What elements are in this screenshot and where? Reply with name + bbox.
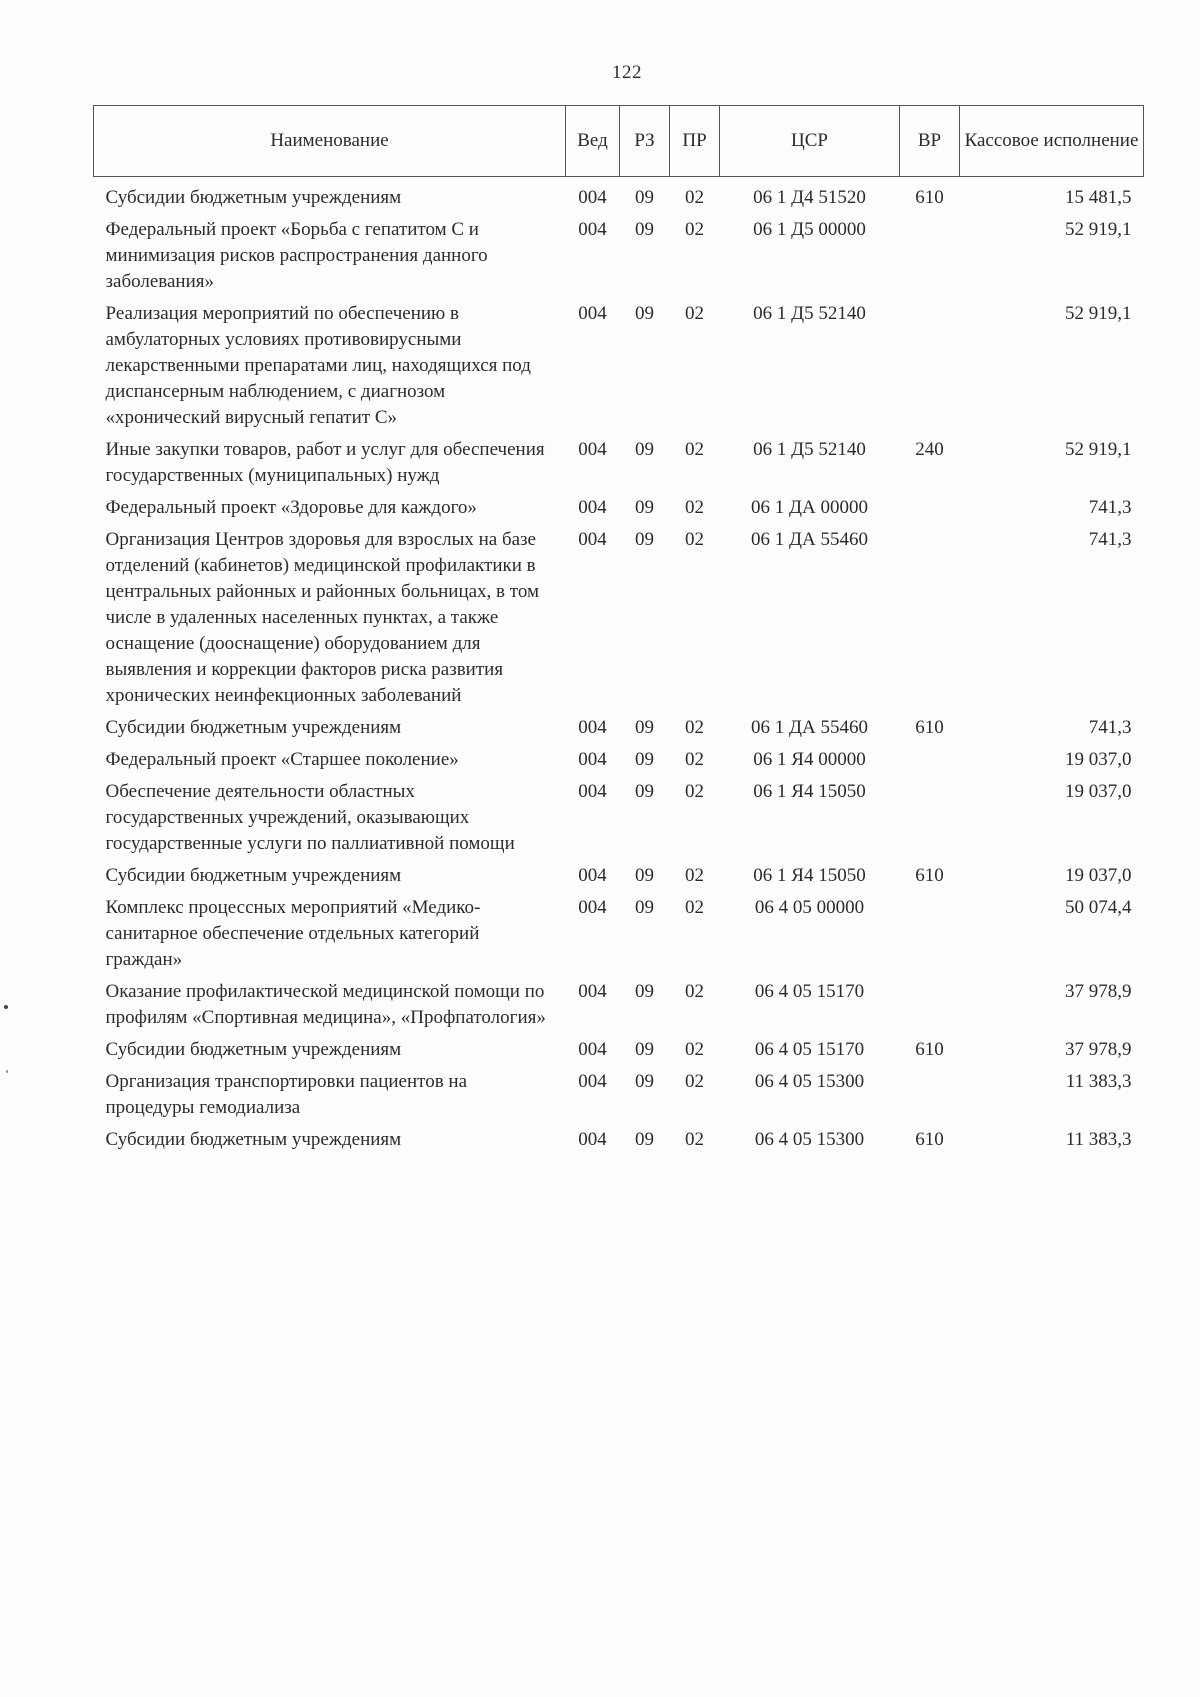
cell-vr xyxy=(900,298,960,434)
header-vr: ВР xyxy=(900,106,960,177)
cell-csr: 06 1 Д4 51520 xyxy=(753,187,866,208)
cell-vr xyxy=(900,214,960,298)
cell-ved: 004 xyxy=(578,1129,607,1150)
cell-ved: 004 xyxy=(578,219,607,240)
cell-vr: 610 xyxy=(915,1039,944,1060)
table-row xyxy=(94,776,1144,860)
cell-ved: 004 xyxy=(578,749,607,770)
cell-pr: 02 xyxy=(685,497,704,518)
cell-vr: 610 xyxy=(915,717,944,738)
header-ved: Вед xyxy=(566,106,620,177)
cell-rz: 09 xyxy=(635,187,654,208)
cell-ved: 004 xyxy=(578,781,607,802)
cell-pr: 02 xyxy=(685,1129,704,1150)
header-rz: РЗ xyxy=(620,106,670,177)
cell-pr: 02 xyxy=(685,749,704,770)
cell-ved: 004 xyxy=(578,187,607,208)
cell-rz: 09 xyxy=(635,781,654,802)
cell-csr: 06 1 ДА 00000 xyxy=(751,497,868,518)
table-row xyxy=(94,892,1144,976)
cell-vr: 610 xyxy=(915,1129,944,1150)
cell-ved: 004 xyxy=(578,1071,607,1092)
table-row xyxy=(94,1034,1144,1066)
cell-name: Субсидии бюджетным учреждениям xyxy=(105,1039,402,1060)
cell-sum: 15 481,5 xyxy=(1065,187,1132,208)
cell-sum: 741,3 xyxy=(1088,497,1132,518)
cell-ved: 004 xyxy=(578,865,607,886)
table-row xyxy=(94,976,1144,1034)
cell-vr: 610 xyxy=(915,187,944,208)
cell-pr: 02 xyxy=(685,219,704,240)
cell-sum: 11 383,3 xyxy=(1065,1129,1132,1150)
cell-csr: 06 1 Я4 00000 xyxy=(753,749,866,770)
cell-pr: 02 xyxy=(685,529,704,550)
cell-rz: 09 xyxy=(635,981,654,1002)
table-row xyxy=(94,712,1144,744)
scan-speck xyxy=(4,1005,8,1009)
cell-pr: 02 xyxy=(685,303,704,324)
cell-rz: 09 xyxy=(635,749,654,770)
cell-sum: 19 037,0 xyxy=(1065,749,1132,770)
header-name: Наименование xyxy=(94,106,566,177)
cell-rz: 09 xyxy=(635,1039,654,1060)
budget-table-container xyxy=(93,105,1143,1156)
table-row xyxy=(94,214,1144,298)
cell-name: Организация Центров здоровья для взрослых на базе отделений (кабинетов) медицинской профилактики в центральных районных и районных больницах, в том числе в удаленных населенных пунктах, а также оснащение (дооснащение) оборудованием для выявления и коррекции факторов риска развития хронических неинфекционных заболеваний xyxy=(105,529,539,706)
cell-sum: 37 978,9 xyxy=(1065,1039,1132,1060)
cell-vr xyxy=(900,976,960,1034)
cell-csr: 06 1 Я4 15050 xyxy=(753,865,866,886)
cell-ved: 004 xyxy=(578,1039,607,1060)
cell-ved: 004 xyxy=(578,981,607,1002)
cell-pr: 02 xyxy=(685,439,704,460)
cell-vr xyxy=(900,744,960,776)
cell-name: Субсидии бюджетным учреждениям xyxy=(105,1129,402,1150)
cell-ved: 004 xyxy=(578,529,607,550)
cell-csr: 06 1 ДА 55460 xyxy=(751,717,868,738)
table-row xyxy=(94,434,1144,492)
cell-rz: 09 xyxy=(635,1071,654,1092)
cell-name: Субсидии бюджетным учреждениям xyxy=(105,717,402,738)
cell-ved: 004 xyxy=(578,303,607,324)
cell-rz: 09 xyxy=(635,717,654,738)
header-row xyxy=(94,106,1144,177)
cell-name: Обеспечение деятельности областных государственных учреждений, оказывающих государственные услуги по паллиативной помощи xyxy=(105,781,515,854)
cell-vr xyxy=(900,524,960,712)
cell-pr: 02 xyxy=(685,717,704,738)
cell-csr: 06 1 Д5 00000 xyxy=(753,219,866,240)
cell-csr: 06 1 Я4 15050 xyxy=(753,781,866,802)
table-row xyxy=(94,177,1144,215)
cell-rz: 09 xyxy=(635,219,654,240)
cell-csr: 06 4 05 15170 xyxy=(754,1039,865,1060)
cell-pr: 02 xyxy=(685,1071,704,1092)
cell-name: Федеральный проект «Здоровье для каждого» xyxy=(105,497,477,518)
cell-name: Реализация мероприятий по обеспечению в амбулаторных условиях противовирусными лекарственными препаратами лиц, находящихся под диспансерным наблюдением, с диагнозом «хронический вирусный гепатит С» xyxy=(105,303,531,428)
cell-csr: 06 1 Д5 52140 xyxy=(753,439,866,460)
cell-rz: 09 xyxy=(635,303,654,324)
cell-name: Оказание профилактической медицинской помощи по профилям «Спортивная медицина», «Профпатология» xyxy=(105,981,546,1028)
table-row xyxy=(94,298,1144,434)
cell-vr xyxy=(900,892,960,976)
cell-vr xyxy=(900,1066,960,1124)
cell-vr xyxy=(900,776,960,860)
page-number: 122 xyxy=(612,62,642,83)
cell-rz: 09 xyxy=(635,497,654,518)
cell-pr: 02 xyxy=(685,187,704,208)
scan-speck xyxy=(6,1070,8,1073)
table-body xyxy=(94,177,1144,1157)
table-row xyxy=(94,492,1144,524)
cell-ved: 004 xyxy=(578,439,607,460)
header-pr: ПР xyxy=(670,106,720,177)
cell-name: Федеральный проект «Борьба с гепатитом С и минимизация рисков распространения данного заболевания» xyxy=(105,219,488,292)
cell-csr: 06 4 05 00000 xyxy=(754,897,865,918)
cell-sum: 19 037,0 xyxy=(1065,865,1132,886)
cell-ved: 004 xyxy=(578,717,607,738)
table-row xyxy=(94,1124,1144,1156)
cell-csr: 06 4 05 15170 xyxy=(754,981,865,1002)
cell-name: Субсидии бюджетным учреждениям xyxy=(105,865,402,886)
cell-ved: 004 xyxy=(578,897,607,918)
cell-csr: 06 1 Д5 52140 xyxy=(753,303,866,324)
cell-rz: 09 xyxy=(635,897,654,918)
cell-name: Организация транспортировки пациентов на процедуры гемодиализа xyxy=(105,1071,468,1118)
cell-vr xyxy=(900,492,960,524)
cell-rz: 09 xyxy=(635,439,654,460)
cell-sum: 37 978,9 xyxy=(1065,981,1132,1002)
header-sum: Кассовое исполнение xyxy=(960,106,1144,177)
header-csr: ЦСР xyxy=(720,106,900,177)
cell-sum: 52 919,1 xyxy=(1065,439,1132,460)
cell-rz: 09 xyxy=(635,1129,654,1150)
cell-sum: 741,3 xyxy=(1088,529,1132,550)
cell-sum: 11 383,3 xyxy=(1065,1071,1132,1092)
cell-csr: 06 4 05 15300 xyxy=(754,1071,865,1092)
cell-pr: 02 xyxy=(685,1039,704,1060)
cell-vr: 240 xyxy=(915,439,944,460)
cell-name: Комплекс процессных мероприятий «Медико-санитарное обеспечение отдельных категорий граждан» xyxy=(105,897,481,970)
cell-ved: 004 xyxy=(578,497,607,518)
cell-rz: 09 xyxy=(635,529,654,550)
table-header xyxy=(94,106,1144,177)
cell-sum: 52 919,1 xyxy=(1065,303,1132,324)
cell-sum: 19 037,0 xyxy=(1065,781,1132,802)
table-row xyxy=(94,1066,1144,1124)
cell-name: Иные закупки товаров, работ и услуг для обеспечения государственных (муниципальных) нужд xyxy=(105,439,545,486)
cell-name: Федеральный проект «Старшее поколение» xyxy=(105,749,459,770)
table-row xyxy=(94,860,1144,892)
cell-sum: 52 919,1 xyxy=(1065,219,1132,240)
table-row xyxy=(94,524,1144,712)
table-row xyxy=(94,744,1144,776)
cell-pr: 02 xyxy=(685,865,704,886)
cell-rz: 09 xyxy=(635,865,654,886)
cell-vr: 610 xyxy=(915,865,944,886)
cell-pr: 02 xyxy=(685,897,704,918)
cell-name: Субсидии бюджетным учреждениям xyxy=(105,187,402,208)
cell-pr: 02 xyxy=(685,981,704,1002)
cell-sum: 50 074,4 xyxy=(1065,897,1132,918)
cell-pr: 02 xyxy=(685,781,704,802)
cell-csr: 06 1 ДА 55460 xyxy=(751,529,868,550)
cell-csr: 06 4 05 15300 xyxy=(754,1129,865,1150)
budget-table xyxy=(93,105,1144,1156)
cell-sum: 741,3 xyxy=(1088,717,1132,738)
